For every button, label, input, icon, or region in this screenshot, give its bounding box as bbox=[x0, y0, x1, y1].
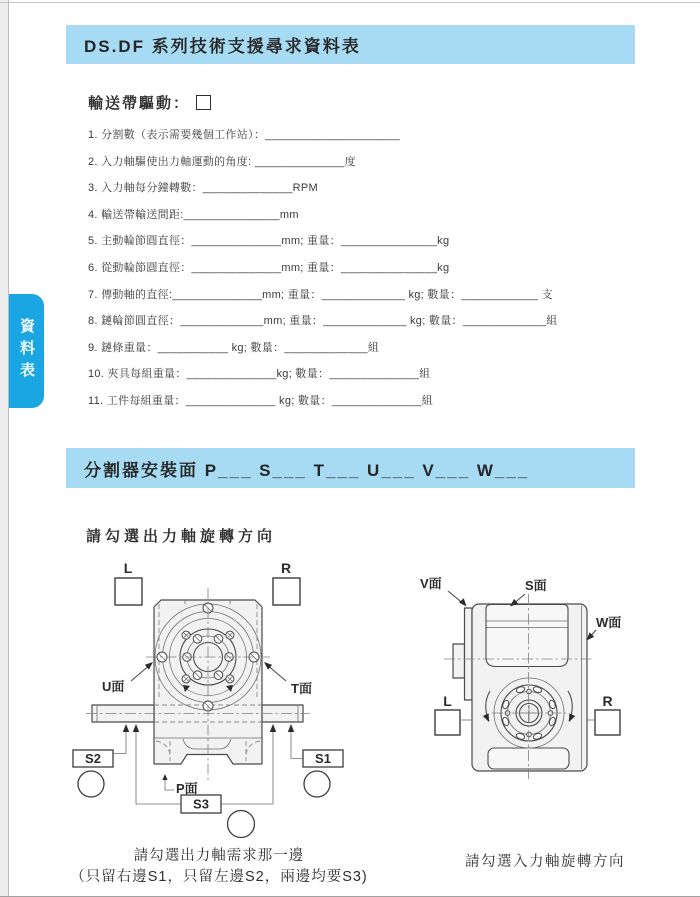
sidebar-tab-label: 資料表 bbox=[18, 318, 35, 384]
right-rotation-label: R bbox=[280, 560, 292, 576]
output-shaft-caption-line1: 請勾選出力軸需求那一邊 bbox=[133, 848, 305, 864]
form-item: 3. 入力軸每分鐘轉數：______________RPM bbox=[88, 182, 319, 195]
right-rotation-checkbox[interactable] bbox=[273, 578, 300, 605]
output-shaft-direction-heading: 請勾選出力軸旋轉方向 bbox=[86, 528, 277, 545]
output-shaft-caption bbox=[37, 846, 401, 888]
form-item: 2. 入力軸驅使出力軸運動的角度: ______________度 bbox=[88, 155, 356, 168]
form-item: 5. 主動輪節圓直徑：______________mm; 重量：_______________kg bbox=[88, 235, 450, 248]
conveyor-drive-checkbox[interactable] bbox=[196, 95, 211, 110]
page-edge-left bbox=[0, 0, 9, 897]
left-rotation-checkbox[interactable] bbox=[115, 578, 142, 605]
s1-check-circle[interactable] bbox=[304, 771, 330, 797]
page-edge-top bbox=[0, 2, 700, 3]
input-right-rotation-label: R bbox=[602, 693, 613, 709]
conveyor-drive-label: 輸送帶驅動： bbox=[88, 95, 191, 112]
form-item-list bbox=[88, 122, 558, 415]
form-item: 9. 鏈條重量：___________ kg; 數量：_____________組 bbox=[88, 341, 380, 354]
s2-option-label: S2 bbox=[85, 751, 101, 766]
input-left-rotation-checkbox[interactable] bbox=[435, 710, 460, 735]
mounting-face-title bbox=[66, 448, 635, 488]
input-left-rotation-label: L bbox=[443, 693, 452, 709]
form-item: 1. 分割數（表示需要幾個工作站）：_____________________ bbox=[88, 129, 400, 141]
input-shaft-diagram bbox=[392, 550, 692, 850]
s3-check-circle[interactable] bbox=[228, 811, 255, 838]
output-shaft-caption-line2: （只留右邊S1，只留左邊S2，兩邊均要S3) bbox=[70, 869, 368, 885]
input-shaft-caption: 請勾選入力軸旋轉方向 bbox=[465, 854, 625, 870]
page-title bbox=[66, 25, 635, 64]
face-p-label: P面 bbox=[176, 781, 198, 796]
face-w-label: W面 bbox=[596, 615, 622, 630]
output-shaft-diagram bbox=[58, 550, 380, 850]
form-item: 11. 工件每組重量：______________ kg; 數量：______________組 bbox=[88, 394, 434, 407]
conveyor-drive-heading bbox=[88, 92, 211, 113]
page-title-text: DS.DF 系列技術支援尋求資料表 bbox=[84, 37, 361, 56]
s1-option-label: S1 bbox=[315, 751, 331, 766]
face-v-label: V面 bbox=[420, 576, 442, 591]
form-item: 10. 夾具每組重量：______________kg; 數量：______________組 bbox=[88, 368, 431, 381]
face-s-label: S面 bbox=[525, 578, 547, 593]
mounting-face-title-text: 分割器安裝面 P___ S___ T___ U___ V___ W___ bbox=[84, 460, 530, 480]
form-item: 4. 輸送帶輸送間距:_______________mm bbox=[88, 208, 299, 221]
form-item: 8. 鏈輪節圓直徑：_____________mm; 重量：_____________ kg; 數量：_____________組 bbox=[88, 315, 558, 328]
face-u-label: U面 bbox=[102, 679, 125, 694]
s3-option-label: S3 bbox=[193, 796, 209, 812]
face-t-label: T面 bbox=[291, 681, 312, 696]
indexer-side-view bbox=[444, 594, 594, 779]
input-right-rotation-checkbox[interactable] bbox=[595, 710, 620, 735]
sidebar-tab-datasheet bbox=[9, 294, 44, 408]
form-item: 6. 從動輪節圓直徑：______________mm; 重量：_______________kg bbox=[88, 261, 450, 274]
s2-check-circle[interactable] bbox=[78, 771, 104, 797]
form-item: 7. 傳動軸的直徑:______________mm; 重量：_____________ kg; 數量：____________ 支 bbox=[88, 288, 553, 301]
left-rotation-label: L bbox=[123, 560, 133, 576]
